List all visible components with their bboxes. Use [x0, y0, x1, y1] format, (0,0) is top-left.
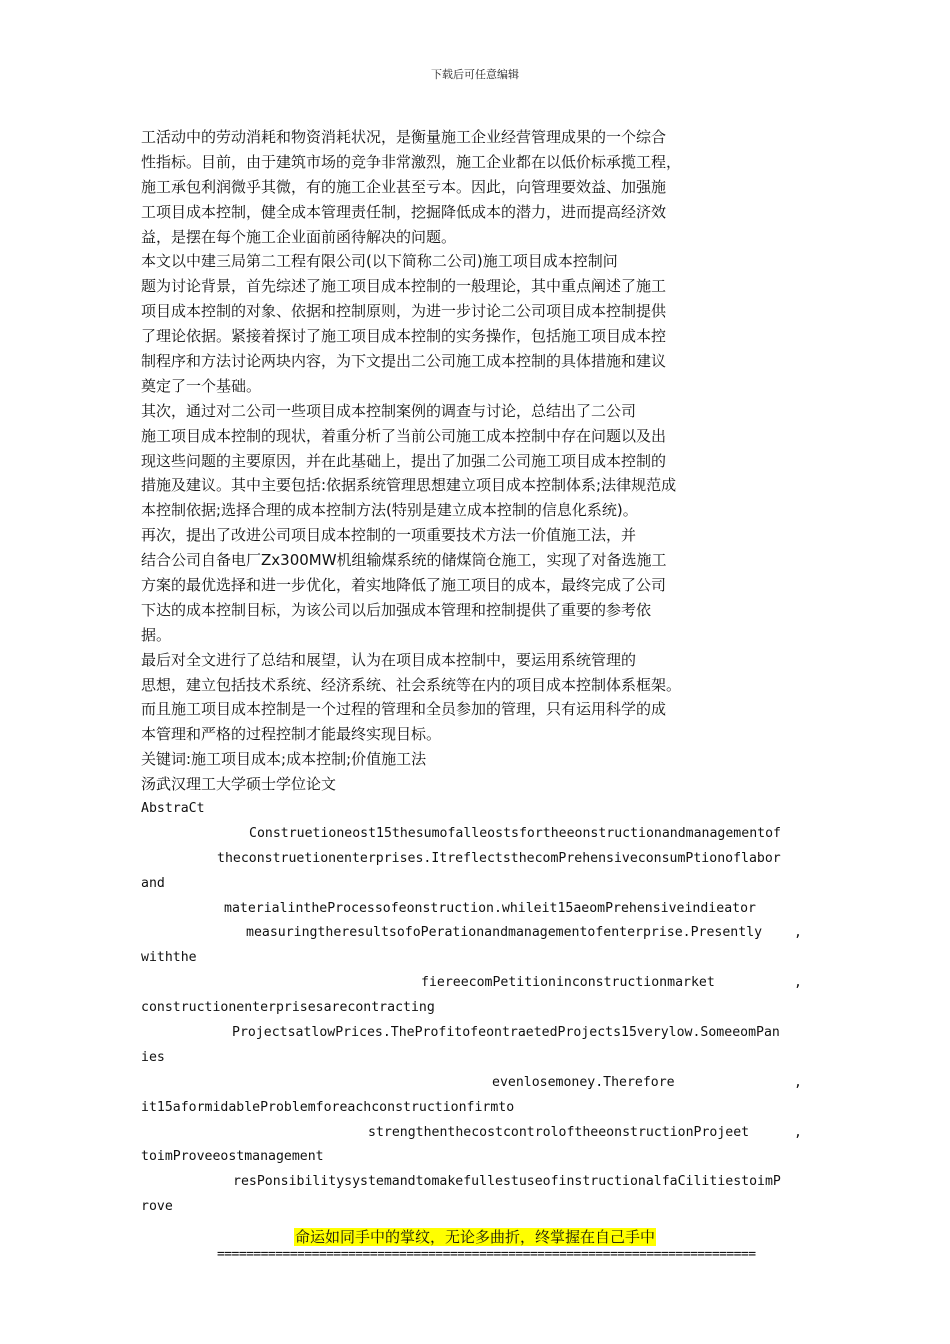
body-line: 本文以中建三局第二工程有限公司(以下简称二公司)施工项目成本控制问: [141, 252, 618, 271]
abstract-line-text: evenlosemoney.Therefore: [492, 1074, 675, 1090]
abstract-line-text: ies: [141, 1049, 165, 1065]
footer-motto: [0, 1226, 950, 1248]
body-line: 施工项目成本控制的现状，着重分析了当前公司施工成本控制中存在问题以及出: [141, 426, 667, 445]
abstract-line: [141, 946, 813, 971]
body-line: 性指标。目前，由于建筑市场的竞争非常激烈，施工企业都在以低价标承揽工程，: [141, 152, 682, 171]
body-line: 项目成本控制的对象、依据和控制原则，为进一步讨论二公司项目成本控制提供: [141, 302, 667, 321]
abstract-line-text: measuringtheresultsofoPerationandmanagementofenterprise.Presently: [246, 925, 763, 941]
abstract-line-text: strengthenthecostcontroloftheeonstructionProjeet: [368, 1124, 750, 1140]
body-line: 下达的成本控制目标，为该公司以后加强成本管理和控制提供了重要的参考依: [141, 600, 652, 619]
chinese-abstract-body: [141, 125, 781, 797]
body-line: 其次，通过对二公司一些项目成本控制案例的调查与讨论，总结出了二公司: [141, 401, 637, 420]
abstract-line-text: rove: [141, 1199, 173, 1215]
abstract-line: [141, 1195, 813, 1220]
abstract-line: [141, 971, 802, 996]
abstract-line: [141, 872, 813, 897]
body-line: 题为讨论背景，首先综述了施工项目成本控制的一般理论，其中重点阐述了施工: [141, 277, 667, 296]
abstract-line-text: resPonsibilitysystemandtomakefullestuseofinstructionalfaCilitiestoimP: [233, 1174, 781, 1190]
abstract-line-text: materialintheProcessofeonstruction.whileit15aeomPrehensiveindieator: [224, 900, 756, 916]
body-line: 施工承包利润微乎其微，有的施工企业甚至亏本。因此，向管理要效益、加强施: [141, 177, 667, 196]
body-line: 工活动中的劳动消耗和物资消耗状况，是衡量施工企业经营管理成果的一个综合: [141, 128, 667, 146]
abstract-line: [141, 847, 813, 872]
abstract-line-text: it15aformidableProblemforeachconstructionfirmto: [141, 1099, 515, 1115]
abstract-line-comma: ,: [794, 975, 802, 991]
body-line: 而且施工项目成本控制是一个过程的管理和全员参加的管理，只有运用科学的成: [141, 700, 667, 719]
abstract-line: [141, 1096, 813, 1121]
thesis-title-line: 汤武汉理工大学硕士学位论文: [141, 775, 337, 794]
abstract-line-text: theconstruetionenterprises.ItreflectsthecomPrehensiveconsumPtionoflabor: [217, 850, 781, 866]
abstract-line-text: and: [141, 875, 165, 891]
keywords-line: 关键词:施工项目成本;成本控制;价值施工法: [141, 750, 427, 769]
abstract-line: [141, 1170, 813, 1195]
body-line: 最后对全文进行了总结和展望，认为在项目成本控制中，要运用系统管理的: [141, 650, 637, 669]
abstract-line: [141, 1021, 813, 1046]
abstract-line: [141, 1121, 802, 1146]
abstract-line-text: constructionenterprisesarecontracting: [141, 1000, 435, 1016]
body-line: 现这些问题的主要原因，并在此基础上，提出了加强二公司施工项目成本控制的: [141, 451, 667, 470]
body-line: 本控制依据;选择合理的成本控制方法(特别是建立成本控制的信息化系统)。: [141, 501, 638, 520]
body-line: 措施及建议。其中主要包括:依据系统管理思想建立项目成本控制体系;法律规范成: [141, 476, 677, 495]
footer-divider: ==========================================================================: [217, 1247, 756, 1262]
body-line: 工项目成本控制，健全成本管理责任制，挖掘降低成本的潜力，进而提高经济效: [141, 202, 667, 221]
abstract-line: [141, 1046, 813, 1071]
body-line: 再次，提出了改进公司项目成本控制的一项重要技术方法一价值施工法，并: [141, 526, 637, 545]
abstract-line: [141, 1071, 802, 1096]
highlighted-motto: 命运如同手中的掌纹，无论多曲折，终掌握在自己手中: [294, 1228, 655, 1246]
page-header: 下载后可任意编辑: [431, 68, 519, 81]
english-abstract: [141, 797, 813, 1220]
abstract-line-comma: ,: [794, 1124, 802, 1140]
abstract-line-text: fiereecomPetitioninconstructionmarket: [421, 975, 715, 991]
body-line: 益，是摆在每个施工企业面前函待解决的问题。: [141, 227, 457, 246]
body-line: 方案的最优选择和进一步优化，着实地降低了施工项目的成本，最终完成了公司: [141, 576, 667, 595]
abstract-line: [141, 921, 802, 946]
abstract-line: [141, 996, 813, 1021]
abstract-line-comma: ,: [794, 925, 802, 941]
abstract-line-text: withthe: [141, 950, 197, 966]
body-line: 制程序和方法讨论两块内容，为下文提出二公司施工成本控制的具体措施和建议: [141, 352, 667, 371]
abstract-line: [141, 822, 813, 847]
body-line: 据。: [141, 625, 172, 644]
abstract-line-text: ProjectsatlowPrices.TheProfitofeontraetedProjects15verylow.SomeeomPan: [232, 1025, 780, 1041]
body-line: 本管理和严格的过程控制才能最终实现目标。: [141, 725, 442, 744]
abstract-line: [141, 1145, 813, 1170]
abstract-line-text: toimProveeostmanagement: [141, 1149, 324, 1165]
abstract-line-text: Construetioneost15thesumofalleostsfortheeonstructionandmanagementof: [249, 825, 781, 841]
abstract-heading: AbstraCt: [141, 801, 205, 816]
abstract-line: [141, 897, 813, 922]
body-line: 了理论依据。紧接着探讨了施工项目成本控制的实务操作，包括施工项目成本控: [141, 327, 667, 346]
abstract-line-comma: ,: [794, 1074, 802, 1090]
body-line: 奠定了一个基础。: [141, 376, 262, 395]
body-line: 结合公司自备电厂Zx300MW机组输煤系统的储煤筒仓施工，实现了对备选施工: [141, 551, 667, 570]
body-line: 思想，建立包括技术系统、经济系统、社会系统等在内的项目成本控制体系框架。: [141, 675, 682, 694]
